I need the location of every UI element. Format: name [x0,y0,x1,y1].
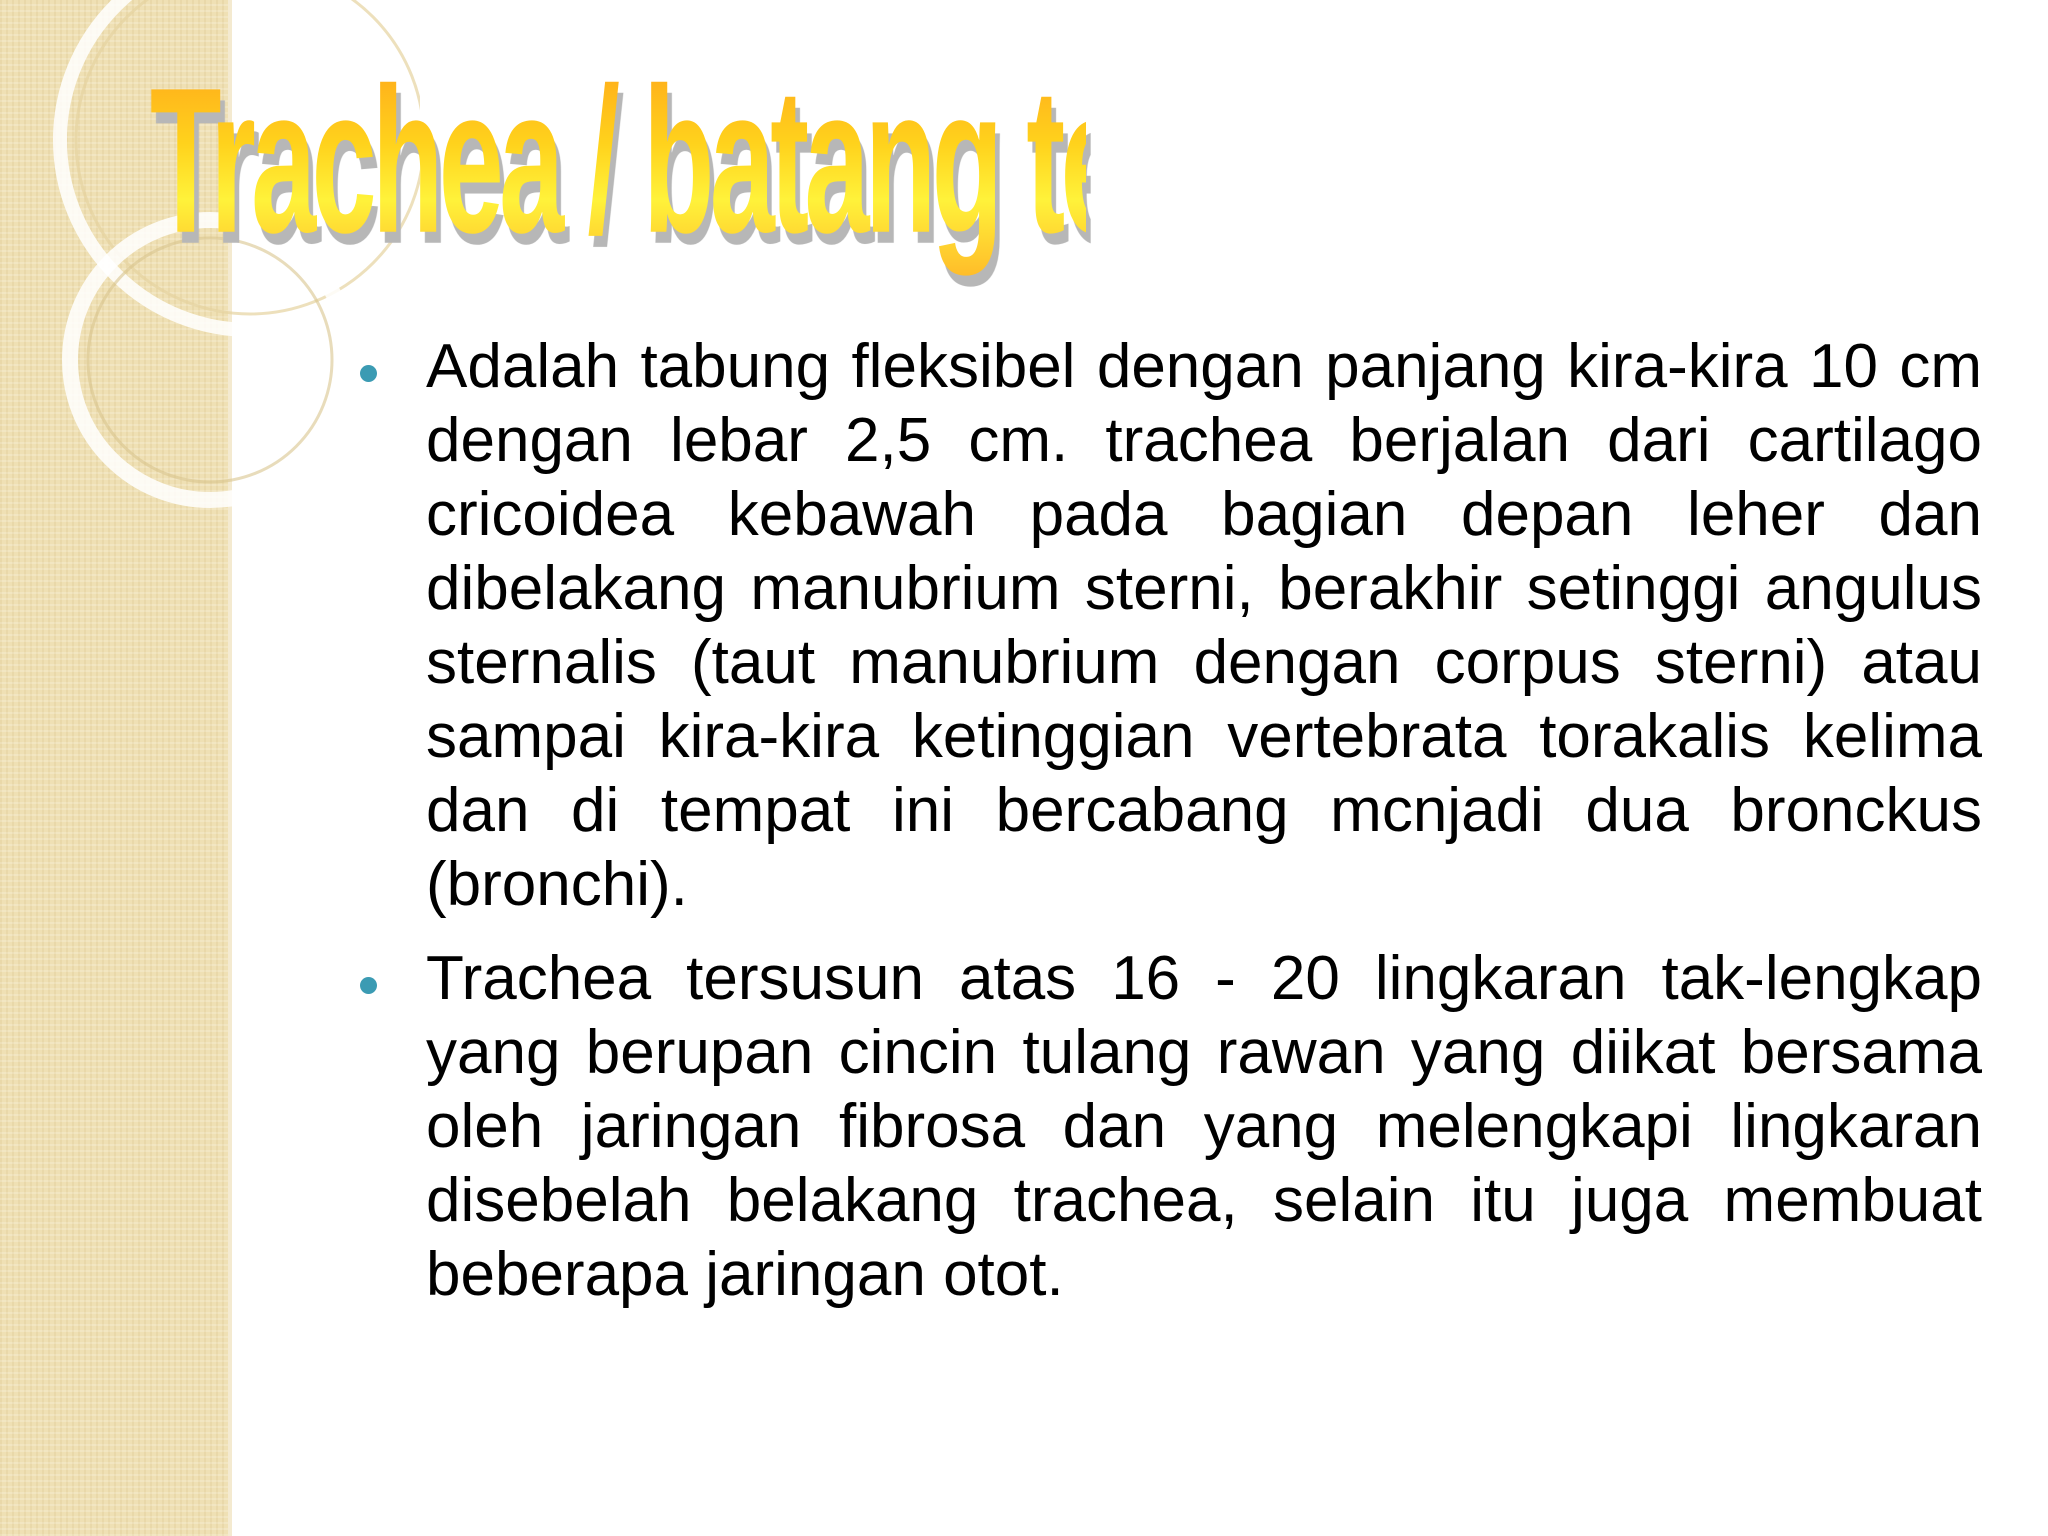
bullet-dot-icon [360,977,377,994]
bullet-text: Trachea tersusun atas 16 - 20 lingkaran tak-lengkap yang berupan cincin tulang rawan yang diikat bersama oleh jaringan fibrosa dan yang melengkapi lingkaran disebelah belakang trachea, selain itu juga membuat beberapa jaringan otot. [426,944,1982,1309]
bullet-dot-icon [360,365,377,382]
bullet-item-1 [360,330,1982,922]
bullet-item-2 [360,942,1982,1312]
slide-title: Trachea / batang tenggorok [150,0,1086,326]
bullet-list [360,330,1982,1332]
bullet-text: Adalah tabung fleksibel dengan panjang kira-kira 10 cm dengan lebar 2,5 cm. trachea berjalan dari cartilago cricoidea kebawah pada bagian depan leher dan dibelakang manubrium sterni, berakhir setinggi angulus sternalis (taut manubrium dengan corpus sterni) atau sampai kira-kira ketinggian vertebrata torakalis kelima dan di tempat ini bercabang mcnjadi dua bronckus (bronchi). [426,332,1982,919]
